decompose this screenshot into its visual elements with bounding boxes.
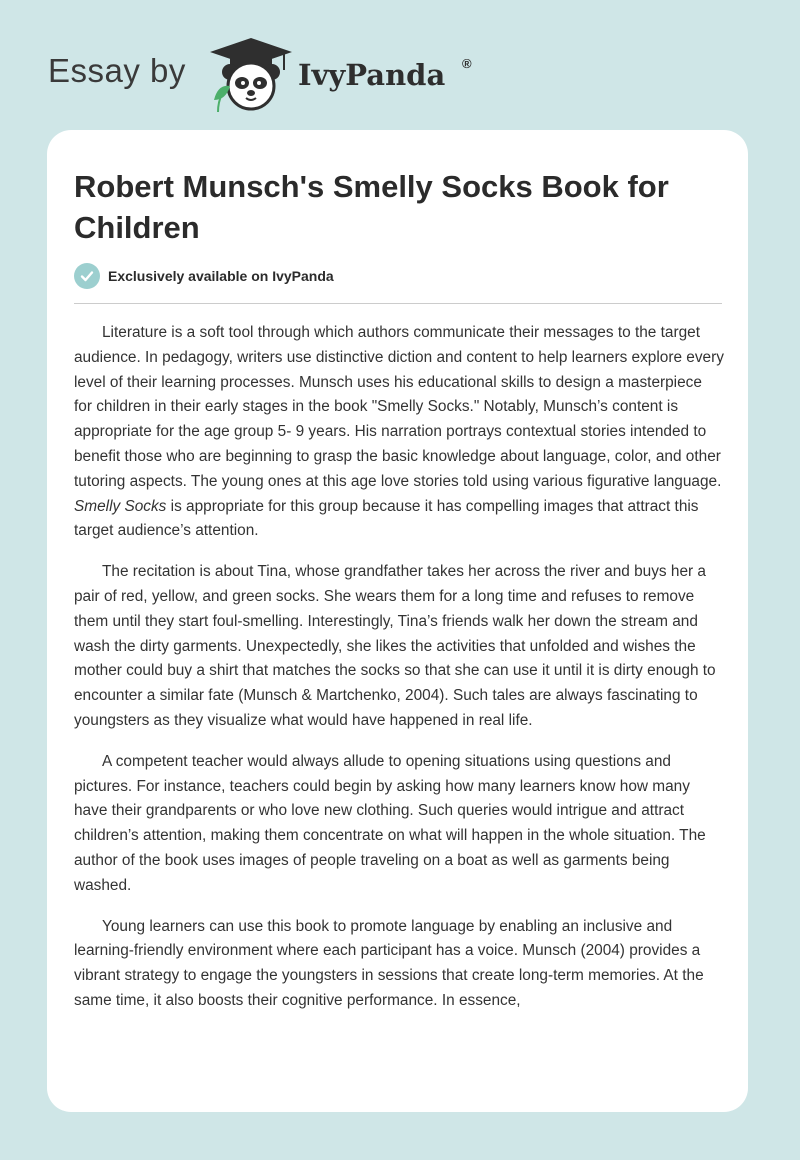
divider xyxy=(74,303,722,304)
panda-logo-icon[interactable] xyxy=(204,36,298,112)
essay-body xyxy=(74,321,724,1030)
registered-mark: ® xyxy=(462,56,472,71)
paragraph: Literature is a soft tool through which authors communicate their messages to the target audience. In pedagogy, writers use distinctive diction and content to help learners explore every level of their learning processes. Munsch uses his educational skills to design a masterpiece for children in their early stages in the book "Smelly Socks." Notably, Munsch’s content is appropriate for the age group 5- 9 years. His narration portrays contextual stories intended to benefit those who are beginning to grasp the basic knowledge about language, color, and other tutoring aspects. The young ones at this age love stories told using various figurative language. Smelly Socks is appropriate for this group because it has compelling images that attract this target audience’s attention. xyxy=(74,324,724,540)
essay-title: Robert Munsch's Smelly Socks Book for Children xyxy=(74,169,669,245)
exclusive-badge xyxy=(74,263,334,289)
badge-label: Exclusively available on IvyPanda xyxy=(108,268,334,284)
site-header xyxy=(48,36,508,112)
essay-card xyxy=(47,130,748,1112)
book-title-italic: Smelly Socks xyxy=(74,497,167,515)
paragraph: A competent teacher would always allude to opening situations using questions and pictures. For instance, teachers could begin by asking how many learners know how many have their grandparents or who love new clothing. Such queries would intrigue and attract children’s attention, making them concentrate on what will happen in the whole situation. The author of the book uses images of people traveling on a boat as well as garments being washed. xyxy=(74,752,706,894)
check-icon xyxy=(74,263,100,289)
paragraph: The recitation is about Tina, whose grandfather takes her across the river and buys her a pair of red, yellow, and green socks. She wears them for a long time and refuses to remove them until they start foul-smelling. Interestingly, Tina’s friends walk her down the stream and wash the dirty garments. Unexpectedly, she likes the activities that unfolded and wishes the mother could buy a shirt that matches the socks so that she can use it until it is dirty enough to encounter a similar fate (Munsch & Martchenko, 2004). Such tales are always fascinating to youngsters as they visualize what would have happened in real life. xyxy=(74,563,716,729)
brand-name[interactable]: IvyPanda xyxy=(298,58,446,92)
essay-by-label: Essay by xyxy=(48,52,186,89)
paragraph: Young learners can use this book to promote language by enabling an inclusive and learning-friendly environment where each participant has a voice. Munsch (2004) provides a vibrant strategy to engage the youngsters in sessions that create long-term memories. At the same time, it also boosts their cognitive performance. In essence, xyxy=(74,917,704,1009)
